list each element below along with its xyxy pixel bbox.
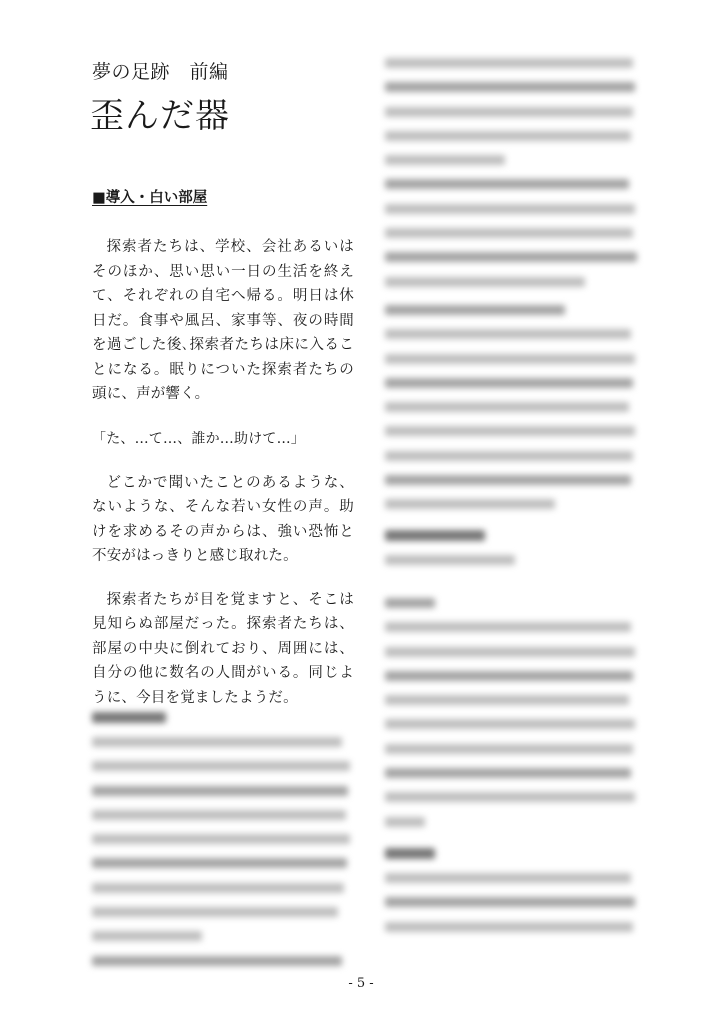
page-number: - 5 -	[348, 976, 374, 991]
paragraph-awaken: 探索者たちが目を覚ますと、そこは見知らぬ部屋だった。探索者たちは、部屋の中央に倒れており、周囲には、自分の他に数名の人間がいる。同じように、今目を覚ましたようだ。	[92, 591, 354, 706]
paragraph-intro: 探索者たちは、学校、会社あるいはそのほか、思い思い一日の生活を終えて、それぞれの自宅へ帰る。明日は休日だ。食事や風呂、家事等、夜の時間を過ごした後､探索者たちは床に入ることになる。眠りについた探索者たちの頭に、声が響く。	[92, 239, 354, 402]
blurred-text-right-1	[385, 58, 637, 301]
blurred-text-right-5	[385, 848, 637, 946]
blurred-text-right-3	[385, 530, 637, 579]
blurred-text-right-4	[385, 598, 637, 841]
blurred-text-right-2	[385, 305, 637, 524]
paragraph-voice: どこかで聞いたことのあるような、ないような、そんな若い女性の声。助けを求めるその声からは、強い恐怖と不安がはっきりと感じ取れた。	[92, 474, 354, 564]
quote-line: 「た、…て…、誰か…助けて…」	[92, 430, 305, 447]
left-column	[92, 58, 354, 710]
page-title: 歪んだ器	[90, 96, 230, 136]
section-heading: ■導入・白い部屋	[92, 189, 208, 206]
blurred-text-left	[92, 712, 354, 980]
series-title: 夢の足跡 前編	[92, 61, 229, 83]
